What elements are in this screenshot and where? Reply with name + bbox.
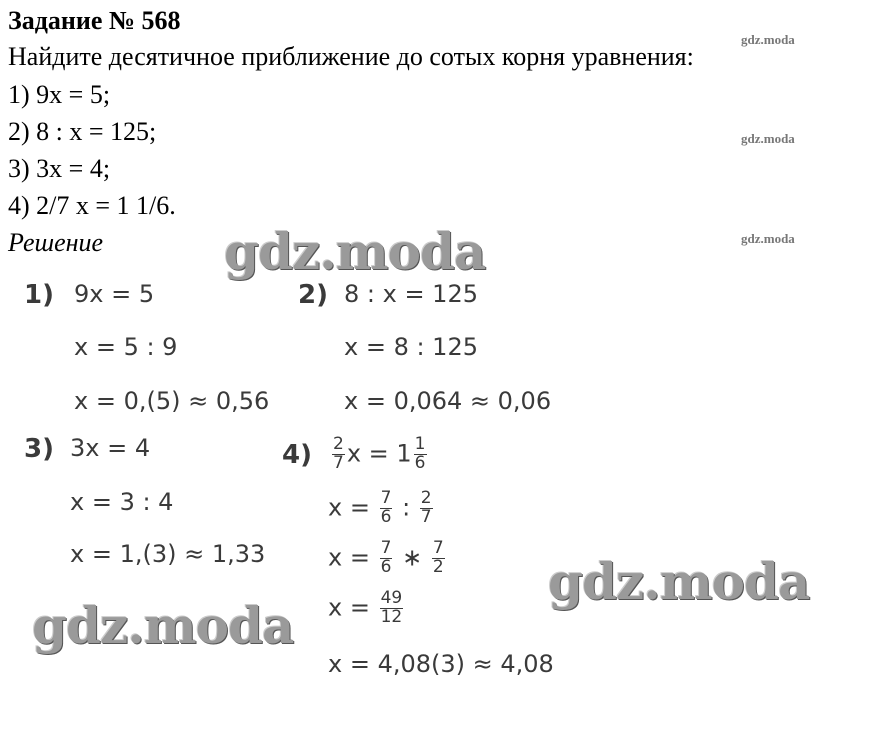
fraction: $\frac{2}{7}$: [333, 434, 344, 473]
task-item-1: 1) 9x = 5;: [8, 80, 111, 109]
fraction: $\frac{7}{2}$: [432, 538, 444, 577]
solution-label: Решение: [8, 228, 104, 257]
solution-4-line-4: x = $\frac{49}{12}$: [328, 588, 403, 627]
fraction: $\frac{49}{12}$: [380, 588, 403, 627]
solution-4-line-5: x = 4,08(3) ≈ 4,08: [328, 650, 554, 678]
fraction: $\frac{7}{6}$: [380, 488, 392, 527]
solution-3-line-1: 3x = 4: [70, 434, 151, 462]
watermark-big-2: gdz.moda: [548, 552, 810, 611]
fraction: $\frac{2}{7}$: [420, 488, 432, 527]
solution-2-line-1: 8 : x = 125: [344, 280, 478, 308]
solution-3-line-3: x = 1,(3) ≈ 1,33: [70, 540, 266, 568]
watermark-small-1: gdz.moda: [741, 32, 795, 47]
solution-2-number: 2): [298, 280, 328, 310]
task-item-3: 3) 3x = 4;: [8, 154, 111, 183]
task-item-2: 2) 8 : x = 125;: [8, 117, 157, 146]
watermark-big-3: gdz.moda: [32, 596, 294, 655]
solution-4-line-3: x = $\frac{7}{6}$ ∗ $\frac{7}{2}$: [328, 538, 444, 577]
task-title: Задание № 568: [8, 6, 181, 35]
solution-1-line-1: 9x = 5: [74, 280, 155, 308]
solution-3-line-2: x = 3 : 4: [70, 488, 174, 516]
solution-4-line-1: $\frac{2}{7}$ x = 1 $\frac{1}{6}$: [333, 434, 426, 473]
fraction: $\frac{1}{6}$: [414, 434, 426, 473]
solution-1-line-2: x = 5 : 9: [74, 333, 178, 361]
solution-4-number: 4): [282, 440, 312, 470]
solution-3-number: 3): [24, 434, 54, 464]
solution-2-line-2: x = 8 : 125: [344, 333, 478, 361]
solution-1-number: 1): [24, 280, 54, 310]
watermark-small-3: gdz.moda: [741, 231, 795, 246]
solution-4-line-2: x = $\frac{7}{6}$ : $\frac{2}{7}$: [328, 488, 432, 527]
solution-1-line-3: x = 0,(5) ≈ 0,56: [74, 387, 270, 415]
task-item-4: 4) 2/7 x = 1 1/6.: [8, 191, 176, 220]
task-prompt: Найдите десятичное приближение до сотых корня уравнения:: [8, 42, 694, 71]
watermark-big-1: gdz.moda: [224, 222, 486, 281]
watermark-small-2: gdz.moda: [741, 131, 795, 146]
solution-2-line-3: x = 0,064 ≈ 0,06: [344, 387, 552, 415]
fraction: $\frac{7}{6}$: [380, 538, 392, 577]
